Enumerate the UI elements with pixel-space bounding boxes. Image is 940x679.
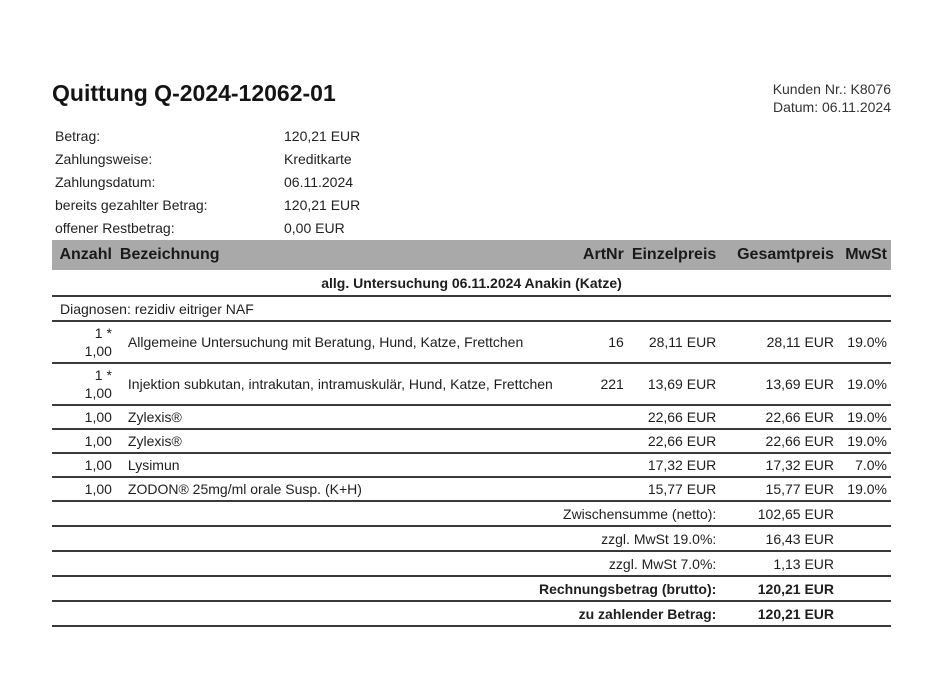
summary-row-vat-19	[52, 526, 891, 551]
payment-info	[55, 124, 360, 239]
item-total-price: 17,32 EUR	[720, 453, 838, 477]
item-qty: 1 * 1,00	[52, 363, 116, 405]
summary-row-gross	[52, 576, 891, 601]
section-title: allg. Untersuchung 06.11.2024 Anakin (Katze)	[52, 270, 891, 296]
table-row	[52, 363, 891, 405]
table-header	[52, 240, 891, 270]
customer-number: Kunden Nr.: K8076	[772, 81, 891, 97]
item-artnr	[579, 405, 628, 429]
item-artnr	[579, 429, 628, 453]
item-desc: Allgemeine Untersuchung mit Beratung, Hund, Katze, Frettchen	[116, 321, 579, 363]
item-qty: 1,00	[52, 453, 116, 477]
receipt-title: Quittung Q-2024-12062-01	[52, 80, 336, 106]
summary-row-vat-7	[52, 551, 891, 576]
info-value: 0,00 EUR	[284, 219, 345, 236]
item-vat: 7.0%	[838, 453, 891, 477]
item-artnr: 16	[579, 321, 628, 363]
table-row	[52, 453, 891, 477]
summary-label: Zwischensumme (netto):	[52, 501, 720, 526]
info-row-amount	[55, 124, 360, 147]
item-total-price: 28,11 EUR	[720, 321, 838, 363]
table-row	[52, 321, 891, 363]
item-vat: 19.0%	[838, 405, 891, 429]
info-value: 120,21 EUR	[284, 196, 361, 213]
info-label: Betrag:	[55, 127, 101, 144]
table-row	[52, 429, 891, 453]
info-row-payment-method	[55, 147, 360, 170]
item-total-price: 22,66 EUR	[720, 429, 838, 453]
summary-label: Rechnungsbetrag (brutto):	[52, 576, 720, 601]
item-desc: ZODON® 25mg/ml orale Susp. (K+H)	[116, 477, 579, 501]
info-label: Zahlungsweise:	[55, 150, 153, 167]
info-value: 120,21 EUR	[284, 127, 361, 144]
item-vat: 19.0%	[838, 363, 891, 405]
item-desc: Lysimun	[116, 453, 579, 477]
summary-label: zzgl. MwSt 7.0%:	[52, 551, 720, 576]
item-unit-price: 22,66 EUR	[628, 429, 720, 453]
summary-value: 1,13 EUR	[720, 551, 838, 576]
item-vat: 19.0%	[838, 429, 891, 453]
item-vat: 19.0%	[838, 477, 891, 501]
info-label: bereits gezahlter Betrag:	[55, 196, 208, 213]
col-header-unit-price: Einzelpreis	[628, 240, 720, 270]
item-unit-price: 15,77 EUR	[628, 477, 720, 501]
info-row-paid-amount	[55, 193, 360, 216]
item-total-price: 22,66 EUR	[720, 405, 838, 429]
diagnosis-text: Diagnosen: rezidiv eitriger NAF	[52, 296, 891, 321]
item-desc: Injektion subkutan, intrakutan, intramuskulär, Hund, Katze, Frettchen	[116, 363, 579, 405]
item-desc: Zylexis®	[116, 429, 579, 453]
item-total-price: 13,69 EUR	[720, 363, 838, 405]
info-label: Zahlungsdatum:	[55, 173, 156, 190]
item-desc: Zylexis®	[116, 405, 579, 429]
summary-value: 120,21 EUR	[720, 576, 838, 601]
item-qty: 1,00	[52, 477, 116, 501]
item-vat: 19.0%	[838, 321, 891, 363]
col-header-desc: Bezeichnung	[116, 240, 579, 270]
item-artnr: 221	[579, 363, 628, 405]
section-row	[52, 270, 891, 296]
item-qty: 1,00	[52, 429, 116, 453]
item-unit-price: 13,69 EUR	[628, 363, 720, 405]
summary-value: 102,65 EUR	[720, 501, 838, 526]
summary-label: zzgl. MwSt 19.0%:	[52, 526, 720, 551]
table-row	[52, 405, 891, 429]
item-qty: 1,00	[52, 405, 116, 429]
col-header-artnr: ArtNr	[579, 240, 628, 270]
item-unit-price: 17,32 EUR	[628, 453, 720, 477]
col-header-qty: Anzahl	[52, 240, 116, 270]
summary-row-net	[52, 501, 891, 526]
items-table	[52, 240, 891, 627]
summary-row-due	[52, 601, 891, 626]
summary-label: zu zahlender Betrag:	[52, 601, 720, 626]
item-unit-price: 22,66 EUR	[628, 405, 720, 429]
info-row-payment-date	[55, 170, 360, 193]
summary-value: 16,43 EUR	[720, 526, 838, 551]
receipt-date: Datum: 06.11.2024	[772, 99, 891, 115]
customer-info	[773, 80, 891, 116]
item-qty: 1 * 1,00	[52, 321, 116, 363]
info-value: 06.11.2024	[284, 173, 354, 190]
info-value: Kreditkarte	[284, 150, 352, 167]
item-artnr	[579, 477, 628, 501]
table-row	[52, 477, 891, 501]
item-artnr	[579, 453, 628, 477]
info-label: offener Restbetrag:	[55, 219, 175, 236]
item-total-price: 15,77 EUR	[720, 477, 838, 501]
item-unit-price: 28,11 EUR	[628, 321, 720, 363]
col-header-total-price: Gesamtpreis	[720, 240, 838, 270]
summary-value: 120,21 EUR	[720, 601, 838, 626]
col-header-vat: MwSt	[838, 240, 891, 270]
info-row-remaining	[55, 216, 360, 239]
diagnosis-row	[52, 296, 891, 321]
